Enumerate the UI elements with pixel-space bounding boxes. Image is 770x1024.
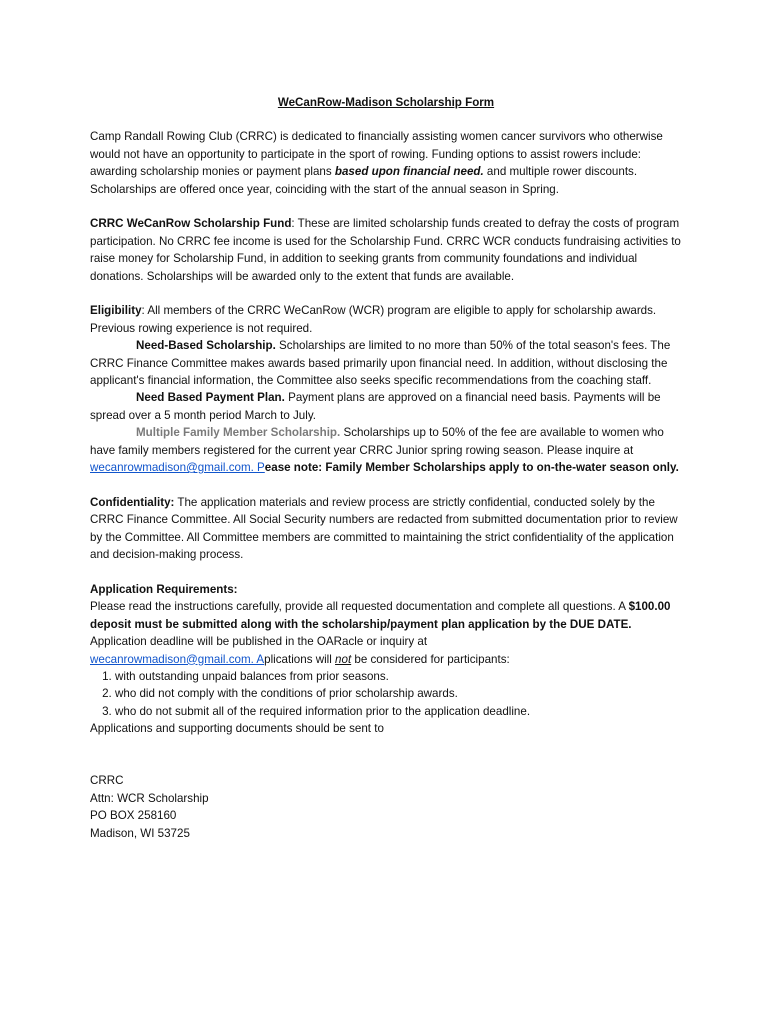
payment-plan-text: Payment plans are approved on a financial need basis. Payments will be spread over a 5 month period March to July. xyxy=(90,391,661,422)
requirements-text-4: be considered for participants: xyxy=(351,652,510,666)
confidentiality-text: The application materials and review process are strictly confidential, conducted solely by the CRRC Finance Committee. All Social Security numbers are redacted from submitted documentation prior to review by the Committee. All Committee members are committed to maintaining the strict confidentiality of the application and decision-making process. xyxy=(90,495,678,562)
eligibility-heading: Eligibility xyxy=(90,304,142,318)
eligibility-paragraph xyxy=(90,302,682,337)
requirements-paragraph xyxy=(90,598,682,668)
need-based-paragraph xyxy=(90,337,682,389)
requirements-email-link[interactable]: wecanrowmadison@gmail.com. A xyxy=(90,652,265,666)
intro-text-1: Camp Randall Rowing Club (CRRC) is dedicated to financially assisting women cancer survivors who otherwise would not have an opportunity to participate in the sport of rowing. Funding options to assist rowers include: awarding scholarship monies or payment plans xyxy=(90,130,663,179)
family-text: Scholarships up to 50% of the fee are available to women who have family members registered for the current year CRRC Junior spring rowing season. Please inquire at xyxy=(90,426,664,457)
family-email-link[interactable]: wecanrowmadison@gmail.com. P xyxy=(90,461,265,475)
page-title: WeCanRow-Madison Scholarship Form xyxy=(277,96,495,109)
fund-heading: CRRC WeCanRow Scholarship Fund xyxy=(90,217,292,231)
requirements-list xyxy=(90,668,682,720)
family-heading: Multiple Family Member Scholarship. xyxy=(136,426,341,440)
requirements-text-3: plications will xyxy=(264,652,336,666)
requirements-closing: Applications and supporting documents should be sent to xyxy=(90,722,384,736)
requirements-emphasis: not xyxy=(335,652,352,666)
requirements-text-2: Application deadline will be published in the OARacle or inquiry at xyxy=(90,635,428,649)
list-item: 1. with outstanding unpaid balances from prior seasons. xyxy=(115,668,682,685)
intro-paragraph xyxy=(90,128,682,198)
fund-text: : These are limited scholarship funds created to defray the costs of program participation. No CRRC fee income is used for the Scholarship Fund. CRRC WCR conducts fundraising activities to raise money for Scholarship Fund, in addition to seeking grants from community foundations and individual donations. Scholarships will be awarded only to the extent that funds are available. xyxy=(90,217,681,283)
payment-plan-heading: Need Based Payment Plan. xyxy=(136,391,285,405)
family-note: ease note: Family Member Scholarships apply to on-the-water season only. xyxy=(264,461,679,475)
address-line-4: Madison, WI 53725 xyxy=(90,826,190,840)
intro-text-2: and multiple rower discounts. Scholarships are offered once year, coinciding with the start of the annual season in Spring. xyxy=(90,165,638,196)
confidentiality-paragraph xyxy=(90,494,682,564)
requirements-heading: Application Requirements: xyxy=(90,582,238,596)
fund-paragraph xyxy=(90,215,682,285)
list-item: 2. who did not comply with the conditions of prior scholarship awards. xyxy=(115,685,682,702)
need-based-heading: Need-Based Scholarship. xyxy=(136,339,276,353)
family-paragraph xyxy=(90,424,682,476)
confidentiality-heading: Confidentiality: xyxy=(90,495,175,509)
address-line-3: PO BOX 258160 xyxy=(90,809,177,823)
list-item: 3. who do not submit all of the required information prior to the application deadline. xyxy=(115,703,682,720)
payment-plan-paragraph xyxy=(90,389,682,424)
document-page xyxy=(90,94,682,842)
mailing-address xyxy=(90,772,682,842)
eligibility-text: : All members of the CRRC WeCanRow (WCR) program are eligible to apply for scholarship awards. Previous rowing experience is not required. xyxy=(90,304,657,335)
need-based-text: Scholarships are limited to no more than 50% of the total season's fees. The CRRC Finance Committee makes awards based primarily upon financial need. In addition, without disclosing the applicant's financial information, the Committee also seeks specific recommendations from the coaching staff. xyxy=(90,339,671,388)
address-line-2: Attn: WCR Scholarship xyxy=(90,791,209,805)
address-line-1: CRRC xyxy=(90,774,124,788)
requirements-text-1: Please read the instructions carefully, provide all requested documentation and complete all questions. A xyxy=(90,600,629,614)
intro-bold: based upon financial need. xyxy=(334,165,484,179)
requirements-bold: $100.00 deposit must be submitted along with the scholarship/payment plan application by the DUE DATE. xyxy=(90,600,671,631)
